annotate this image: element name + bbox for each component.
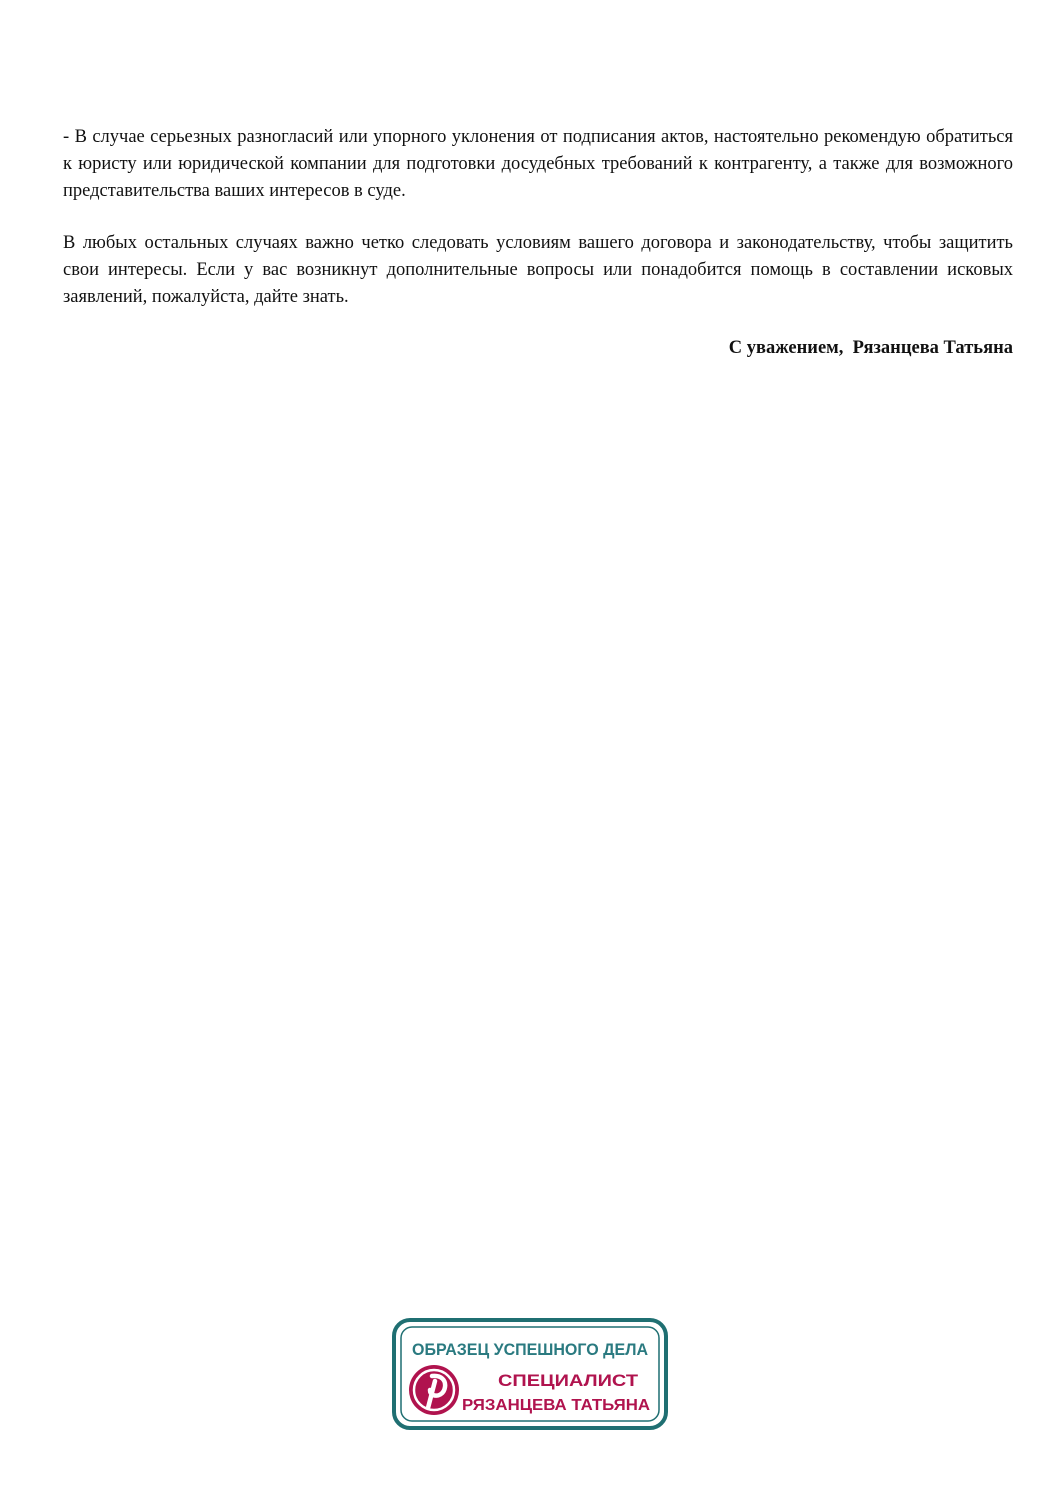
- stamp-title: ОБРАЗЕЦ УСПЕШНОГО ДЕЛА: [412, 1340, 648, 1359]
- pinterest-icon: [409, 1365, 459, 1415]
- stamp-specialist: СПЕЦИАЛИСТ: [498, 1371, 639, 1390]
- stamp-name: РЯЗАНЦЕВА ТАТЬЯНА: [462, 1397, 651, 1414]
- stamp-badge: [392, 1318, 668, 1430]
- signature: С уважением, Рязанцева Татьяна: [728, 338, 1013, 358]
- paragraph-legal-advice: - В случае серьезных разногласий или упорного уклонения от подписания актов, настоятельно рекомендую обратиться к юристу или юридической компании для подготовки досудебных требований к контрагенту, а также для возможного представительства ваших интересов в суде.: [63, 127, 1013, 201]
- paragraph-general-advice: В любых остальных случаях важно четко следовать условиям вашего договора и законодательству, чтобы защитить свои интересы. Если у вас возникнут дополнительные вопросы или понадобится помощь в составлении исковых заявлений, пожалуйста, дайте знать.: [63, 233, 1013, 307]
